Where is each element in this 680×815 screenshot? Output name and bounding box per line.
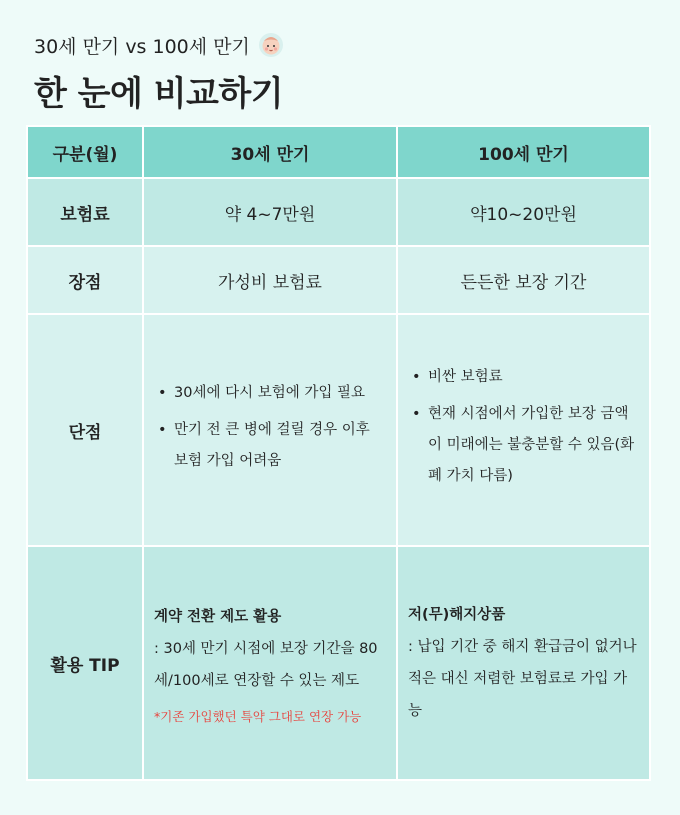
tip-100-body: : 납입 기간 중 해지 환급금이 없거나 적은 대신 저렴한 보험료로 가입 가능 [408, 639, 637, 719]
list-item: • 비싼 보험료 [410, 362, 639, 393]
list-item: • 30세에 다시 보험에 가입 필요 [156, 378, 386, 409]
merit-30: 가성비 보험료 [143, 246, 397, 314]
baby-face-icon [258, 32, 284, 58]
demerit-30 [143, 314, 397, 546]
table-row-demerit [27, 314, 650, 546]
header [34, 28, 284, 115]
demerit-100-list [398, 362, 649, 492]
tip-30-body: : 30세 만기 시점에 보장 기간을 80세/100세로 연장할 수 있는 제도 [154, 641, 378, 689]
row-label-merit: 장점 [27, 246, 143, 314]
demerit-30-list [144, 378, 396, 477]
page-subtitle: 30세 만기 vs 100세 만기 [34, 35, 250, 58]
column-header-30: 30세 만기 [143, 126, 397, 178]
column-header-100: 100세 만기 [397, 126, 650, 178]
premium-100: 약10~20만원 [397, 178, 650, 246]
list-item: • 현재 시점에서 가입한 보장 금액이 미래에는 불충분할 수 있음(화폐 가치 다름) [410, 399, 639, 492]
column-header-category: 구분(월) [27, 126, 143, 178]
table-row-tip [27, 546, 650, 780]
merit-100: 든든한 보장 기간 [397, 246, 650, 314]
tip-30-note: *기존 가입했던 특약 그대로 연장 가능 [154, 709, 362, 724]
premium-30: 약 4~7만원 [143, 178, 397, 246]
table-row-premium [27, 178, 650, 246]
row-label-demerit: 단점 [27, 314, 143, 546]
row-label-premium: 보험료 [27, 178, 143, 246]
table-row-merit [27, 246, 650, 314]
tip-30-title: 계약 전환 제도 활용 [154, 609, 282, 625]
demerit-100 [397, 314, 650, 546]
row-label-tip: 활용 TIP [27, 546, 143, 780]
list-item: • 만기 전 큰 병에 걸릴 경우 이후 보험 가입 어려움 [156, 415, 386, 477]
table-header-row [27, 126, 650, 178]
subtitle-row [34, 28, 284, 62]
tip-30 [143, 546, 397, 780]
tip-100 [397, 546, 650, 780]
comparison-table [26, 125, 651, 781]
tip-100-title: 저(무)해지상품 [408, 607, 506, 623]
page-title: 한 눈에 비교하기 [34, 74, 284, 114]
